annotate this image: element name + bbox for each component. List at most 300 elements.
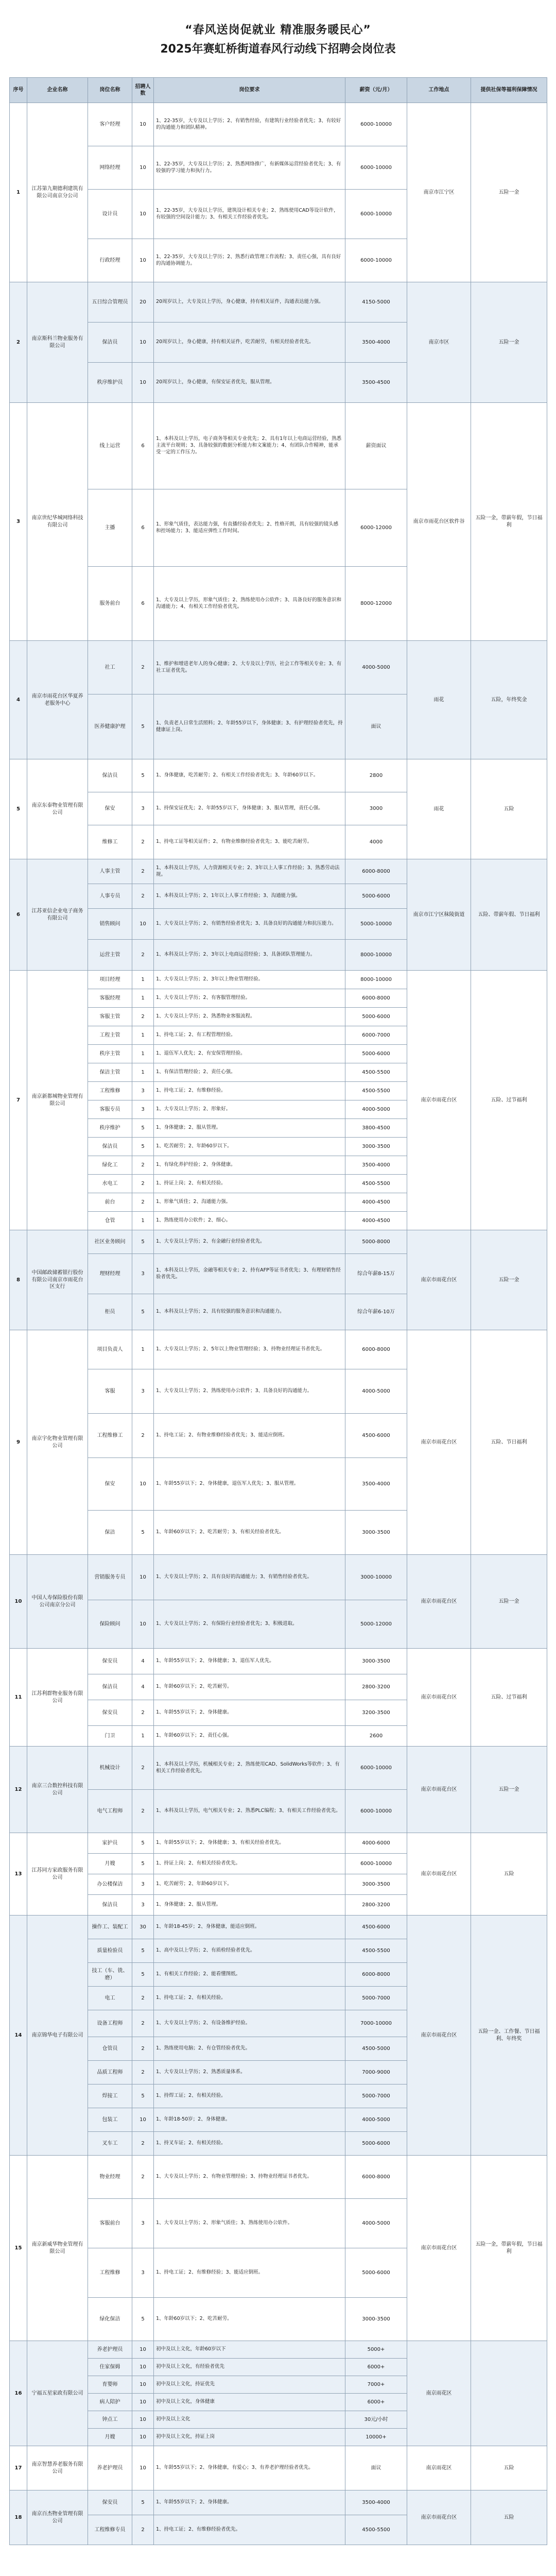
work-location: 南京市雨花台区 [407, 1833, 471, 1916]
headcount: 20 [132, 282, 154, 323]
headcount: 2 [132, 1790, 154, 1833]
headcount: 2 [132, 641, 154, 694]
job-title: 病人陪护 [88, 2394, 132, 2411]
job-requirements: 1、22-35岁，大专及以上学历；2、有销售经验，有建筑行业经验者优先；3、有较好的沟通能力和团队精神。 [154, 103, 345, 146]
headcount: 5 [132, 1939, 154, 1963]
company-name: 宁福五星家政有限公司 [27, 2341, 88, 2446]
salary: 6000-8000 [345, 1330, 407, 1369]
table-header-row [10, 78, 547, 103]
salary: 薪资面议 [345, 403, 407, 489]
job-requirements: 1、持焊工证；2、有相关经验。 [154, 2084, 345, 2108]
table-row [10, 1649, 547, 1674]
salary: 6000-12000 [345, 489, 407, 567]
salary: 4500-5000 [345, 2037, 407, 2061]
headcount: 1 [132, 1212, 154, 1230]
salary: 4000-4500 [345, 1193, 407, 1212]
job-requirements: 1、有保洁管理经验；2、责任心强。 [154, 1063, 345, 1082]
headcount: 10 [132, 1458, 154, 1511]
headcount: 10 [132, 2446, 154, 2490]
company-name: 中国人寿保险股份有限公司南京分公司 [27, 1555, 88, 1649]
salary: 6000-10000 [345, 1854, 407, 1874]
work-location: 雨花 [407, 641, 471, 759]
company-group [10, 1833, 547, 1916]
job-title: 营销服务专员 [88, 1555, 132, 1600]
table-row [10, 1916, 547, 1939]
headcount: 3 [132, 2199, 154, 2248]
job-requirements: 1、有绿化养护经验；2、身体健康。 [154, 1156, 345, 1175]
company-name: 南京三合数控科技有限公司 [27, 1747, 88, 1833]
work-location: 南京市江宁区秣陵街道 [407, 859, 471, 971]
salary: 10000+ [345, 2429, 407, 2446]
table-row [10, 641, 547, 694]
salary: 6000-10000 [345, 146, 407, 190]
job-requirements: 1、大专及以上学历；2、3年以上物业管理经验。 [154, 971, 345, 989]
job-requirements: 1、大专及以上学历；2、熟悉质量体系。 [154, 2061, 345, 2084]
headcount: 10 [132, 363, 154, 403]
job-requirements: 1、年龄55岁以下；2、身体健康。 [154, 2490, 345, 2515]
salary: 4500-5500 [345, 1082, 407, 1100]
headcount: 2 [132, 940, 154, 971]
job-requirements: 20周岁以上，身心健康，有保安证者优先，服从管理。 [154, 363, 345, 403]
job-title: 保洁 [88, 1511, 132, 1555]
job-table [9, 77, 547, 2545]
job-requirements: 1、大专及以上学历，形象气质佳；2、熟练使用办公软件；3、具备良好的服务意识和沟通能力；4、有相关工作经验者优先。 [154, 567, 345, 641]
job-title: 客服主管 [88, 1008, 132, 1026]
company-group [10, 2446, 547, 2490]
salary: 6000-8000 [345, 1963, 407, 1987]
salary: 7000-9000 [345, 2061, 407, 2084]
company-group [10, 2490, 547, 2545]
table-row [10, 103, 547, 146]
job-requirements: 1、年龄18-50岁；2、身体健康。 [154, 2108, 345, 2132]
job-requirements: 1、年龄55岁以下；2、身体健康。 [154, 1700, 345, 1726]
work-location: 南京市雨花台区 [407, 1230, 471, 1330]
job-requirements: 初中及以上文化，身体健康 [154, 2394, 345, 2411]
table-row [10, 1330, 547, 1369]
job-title: 工程维修工 [88, 1414, 132, 1458]
job-title: 月嫂 [88, 2429, 132, 2446]
headcount: 10 [132, 2429, 154, 2446]
headcount: 10 [132, 190, 154, 239]
company-name: 南京宇化物业管理有限公司 [27, 1330, 88, 1555]
salary: 面议 [345, 2446, 407, 2490]
job-requirements: 1、高中及以上学历；2、有质检经验者优先。 [154, 1939, 345, 1963]
salary: 5000-8000 [345, 1230, 407, 1254]
company-group [10, 403, 547, 641]
job-requirements: 1、本科及以上学历，机械相关专业；2、熟练使用CAD、SolidWorks等软件；3、有相关工作经验者优先。 [154, 1747, 345, 1790]
column-header: 序号 [10, 78, 27, 103]
job-requirements: 1、大专及以上学历；2、有金融行业经验者优先。 [154, 1230, 345, 1254]
job-title: 保安员 [88, 2490, 132, 2515]
table-row [10, 2341, 547, 2359]
salary: 5000-7000 [345, 1987, 407, 2010]
headcount: 2 [132, 2515, 154, 2545]
headcount: 10 [132, 103, 154, 146]
job-requirements: 1、身体健康；2、服从管理。 [154, 1119, 345, 1138]
work-location: 南京市雨花台区 [407, 1555, 471, 1649]
headcount: 2 [132, 2061, 154, 2084]
salary: 综合年薪8-15万 [345, 1254, 407, 1294]
benefits: 五险一金 [471, 103, 547, 282]
benefits: 五险一金 [471, 1747, 547, 1833]
job-requirements: 1、熟练使用办公软件；2、细心。 [154, 1212, 345, 1230]
salary: 4500-6000 [345, 1414, 407, 1458]
job-requirements: 1、吃苦耐劳；2、年龄60岁以下。 [154, 1874, 345, 1895]
job-requirements: 1、大专及以上学历；2、有客服管理经验。 [154, 989, 345, 1008]
job-requirements: 1、持证上岗；2、有相关经验者优先。 [154, 1854, 345, 1874]
salary: 4500-5500 [345, 1175, 407, 1193]
benefits: 五险一金 [471, 1555, 547, 1649]
salary: 6000-10000 [345, 1747, 407, 1790]
salary: 6000-10000 [345, 103, 407, 146]
company-group [10, 759, 547, 859]
salary: 综合年薪6-10万 [345, 1294, 407, 1330]
job-requirements: 1、本科及以上学历，人力资源相关专业；2、3年以上人事工作经验；3、熟悉劳动法规。 [154, 859, 345, 884]
company-name: 江苏同方家政服务有限公司 [27, 1833, 88, 1916]
job-requirements: 20周岁以上，身心健康，持有相关证件，吃苦耐劳，有相关经验者优先。 [154, 323, 345, 363]
job-requirements: 1、身体健康；2、服从管理。 [154, 1895, 345, 1916]
work-location: 南京市江宁区 [407, 103, 471, 282]
headcount: 3 [132, 1254, 154, 1294]
job-title: 秩序维护 [88, 1119, 132, 1138]
benefits: 五险、过节福利 [471, 971, 547, 1230]
headcount: 2 [132, 1747, 154, 1790]
headcount: 1 [132, 1063, 154, 1082]
benefits: 五险、节日福利 [471, 1330, 547, 1555]
benefits: 五险 [471, 2490, 547, 2545]
salary: 3500-4000 [345, 323, 407, 363]
job-title: 养老护理员 [88, 2446, 132, 2490]
salary: 30元/小时 [345, 2411, 407, 2429]
row-number: 6 [10, 859, 27, 971]
job-title: 技工（车、铣、磨） [88, 1963, 132, 1987]
column-header: 岗位要求 [154, 78, 345, 103]
row-number: 14 [10, 1916, 27, 2156]
headcount: 5 [132, 2084, 154, 2108]
headcount: 10 [132, 1555, 154, 1600]
company-name: 南京东泰物业管理有限公司 [27, 759, 88, 859]
column-header: 企业名称 [27, 78, 88, 103]
job-requirements: 1、年龄60岁以下；2、吃苦耐劳。 [154, 1674, 345, 1700]
column-header: 招聘人数 [132, 78, 154, 103]
salary: 3000-10000 [345, 1555, 407, 1600]
headcount: 10 [132, 909, 154, 940]
company-name: 江苏亚信企业电子商务有限公司 [27, 859, 88, 971]
headcount: 3 [132, 792, 154, 825]
job-title: 网络经理 [88, 146, 132, 190]
job-title: 绿化保洁 [88, 2298, 132, 2341]
company-group [10, 859, 547, 971]
table-row [10, 403, 547, 489]
job-title: 工程维修 [88, 2248, 132, 2298]
job-requirements: 1、退伍军人优先；2、有安保管理经验。 [154, 1045, 345, 1063]
company-name: 江苏利群物业服务有限公司 [27, 1649, 88, 1747]
job-title: 叉车工 [88, 2132, 132, 2156]
headcount: 2 [132, 2132, 154, 2156]
benefits: 五险 [471, 2446, 547, 2490]
job-requirements: 1、年龄60岁以下；2、吃苦耐劳。 [154, 2298, 345, 2341]
salary: 3500-4000 [345, 2490, 407, 2515]
salary: 4000-5000 [345, 2108, 407, 2132]
salary: 6000-10000 [345, 190, 407, 239]
headcount: 2 [132, 1700, 154, 1726]
row-number: 16 [10, 2341, 27, 2446]
job-title: 服务前台 [88, 567, 132, 641]
company-name: 南京世纪华城网络科技有限公司 [27, 403, 88, 641]
salary: 5000-10000 [345, 909, 407, 940]
salary: 5000-6000 [345, 1008, 407, 1026]
table-row [10, 1230, 547, 1254]
salary: 6000-8000 [345, 859, 407, 884]
job-requirements: 1、大专及以上学历；2、有销售经验者优先；3、具备良好的沟通能力和抗压能力。 [154, 909, 345, 940]
row-number: 12 [10, 1747, 27, 1833]
headcount: 5 [132, 1833, 154, 1854]
job-title: 工程维修专员 [88, 2515, 132, 2545]
headcount: 10 [132, 146, 154, 190]
headcount: 6 [132, 403, 154, 489]
headcount: 10 [132, 323, 154, 363]
job-requirements: 1、大专及以上学历；2、有保险行业经验者优先；3、积极进取。 [154, 1600, 345, 1649]
salary: 3500-4000 [345, 1156, 407, 1175]
headcount: 5 [132, 1854, 154, 1874]
row-number: 11 [10, 1649, 27, 1747]
row-number: 17 [10, 2446, 27, 2490]
column-header: 提供社保等福利保障情况 [471, 78, 547, 103]
headcount: 2 [132, 859, 154, 884]
job-requirements: 1、持电工证；2、有物业维修经验者优先；3、能适应倒班。 [154, 1414, 345, 1458]
salary: 2800 [345, 759, 407, 792]
headcount: 3 [132, 1369, 154, 1414]
salary: 5000+ [345, 2341, 407, 2359]
headcount: 30 [132, 1916, 154, 1939]
page-subtitle: “春风送岗促就业 精准服务暖民心” [185, 24, 371, 37]
salary: 6000+ [345, 2359, 407, 2376]
job-title: 电工 [88, 1987, 132, 2010]
job-title: 秩序主管 [88, 1045, 132, 1063]
job-title: 物业经理 [88, 2156, 132, 2199]
salary: 4000 [345, 825, 407, 859]
salary: 8000-12000 [345, 567, 407, 641]
job-title: 保安 [88, 1458, 132, 1511]
job-title: 操作工、装配工 [88, 1916, 132, 1939]
job-title: 门卫 [88, 1726, 132, 1747]
salary: 3500-4000 [345, 1458, 407, 1511]
job-title: 柜员 [88, 1294, 132, 1330]
salary: 6000-8000 [345, 989, 407, 1008]
job-title: 设备工程师 [88, 2010, 132, 2037]
job-title: 线上运营 [88, 403, 132, 489]
headcount: 2 [132, 1414, 154, 1458]
headcount: 2 [132, 2010, 154, 2037]
headcount: 5 [132, 759, 154, 792]
work-location: 南京市雨花台区 [407, 971, 471, 1230]
headcount: 5 [132, 1230, 154, 1254]
salary: 4500-5500 [345, 2515, 407, 2545]
headcount: 2 [132, 1987, 154, 2010]
table-row [10, 859, 547, 884]
company-name: 南京新都城物业管理有限公司 [27, 971, 88, 1230]
job-title: 水电工 [88, 1175, 132, 1193]
row-number: 18 [10, 2490, 27, 2545]
row-number: 3 [10, 403, 27, 641]
headcount: 2 [132, 884, 154, 909]
benefits: 五险一金 [471, 282, 547, 403]
headcount: 5 [132, 1294, 154, 1330]
salary: 5000-6000 [345, 2248, 407, 2298]
benefits: 五险、带薪年假、节日福利 [471, 859, 547, 971]
benefits: 五险 [471, 759, 547, 859]
job-title: 工程主管 [88, 1026, 132, 1045]
salary: 7000+ [345, 2376, 407, 2394]
job-title: 保洁主管 [88, 1063, 132, 1082]
job-requirements: 1、年龄55岁以下；2、身体健康；3、退伍军人优先。 [154, 1649, 345, 1674]
work-location: 雨花 [407, 759, 471, 859]
job-title: 品质工程师 [88, 2061, 132, 2084]
job-title: 保险顾问 [88, 1600, 132, 1649]
row-number: 15 [10, 2156, 27, 2341]
job-title: 保洁员 [88, 1138, 132, 1156]
job-requirements: 1、熟练使用电脑；2、有仓管经验者优先。 [154, 2037, 345, 2061]
title-block [9, 0, 547, 77]
work-location: 南京市雨花台区软件谷 [407, 403, 471, 641]
headcount: 5 [132, 1511, 154, 1555]
headcount: 5 [132, 694, 154, 759]
salary: 2600 [345, 1726, 407, 1747]
job-requirements: 1、本科及以上学历，金融等相关专业；2、持有AFP等证书者优先；3、有理财销售经验者优先。 [154, 1254, 345, 1294]
salary: 4000-5000 [345, 2199, 407, 2248]
company-group [10, 641, 547, 759]
salary: 4500-5500 [345, 1063, 407, 1082]
headcount: 2 [132, 1175, 154, 1193]
job-title: 秩序维护员 [88, 363, 132, 403]
headcount: 1 [132, 1026, 154, 1045]
job-title: 社工 [88, 641, 132, 694]
job-title: 保洁员 [88, 323, 132, 363]
job-title: 办公楼保洁 [88, 1874, 132, 1895]
job-title: 保洁员 [88, 759, 132, 792]
job-requirements: 1、持电工证；2、有维修经验；3、能适应倒班。 [154, 2248, 345, 2298]
job-title: 养老护理员 [88, 2341, 132, 2359]
job-requirements: 1、持叉车证；2、有相关经验。 [154, 2132, 345, 2156]
salary: 7000-10000 [345, 2010, 407, 2037]
salary: 5000-6000 [345, 884, 407, 909]
company-group [10, 2156, 547, 2341]
job-title: 机械设计 [88, 1747, 132, 1790]
job-requirements: 1、年龄55岁以下；2、身体健康；3、有相关经验者优先。 [154, 1833, 345, 1854]
company-name: 南京新威华物业管理有限公司 [27, 2156, 88, 2341]
job-requirements: 1、持保安证优先；2、年龄55岁以下，身体健康；3、服从管理，责任心强。 [154, 792, 345, 825]
work-location: 南京雨花区 [407, 2446, 471, 2490]
job-title: 保安员 [88, 1649, 132, 1674]
headcount: 1 [132, 1045, 154, 1063]
headcount: 2 [132, 2037, 154, 2061]
row-number: 7 [10, 971, 27, 1230]
job-title: 保洁员 [88, 1674, 132, 1700]
job-requirements: 1、年龄55岁以下；2、身体健康，退伍军人优先；3、服从管理。 [154, 1458, 345, 1511]
job-title: 五日综合管理员 [88, 282, 132, 323]
headcount: 2 [132, 825, 154, 859]
salary: 3000-3500 [345, 1138, 407, 1156]
salary: 8000-10000 [345, 940, 407, 971]
job-requirements: 1、大专及以上学历；2、熟练使用办公软件；3、具备良好的沟通能力。 [154, 1369, 345, 1414]
company-group [10, 103, 547, 282]
company-group [10, 2341, 547, 2446]
job-requirements: 初中及以上文化，年龄60岁以下 [154, 2341, 345, 2359]
table-row [10, 2446, 547, 2490]
headcount: 10 [132, 2359, 154, 2376]
headcount: 10 [132, 2411, 154, 2429]
table-row [10, 282, 547, 323]
job-requirements: 1、持电工证；2、有维修经验者优先。 [154, 2515, 345, 2545]
job-title: 行政经理 [88, 239, 132, 282]
salary: 3200-3500 [345, 1700, 407, 1726]
company-name: 江苏第九期德利建筑有限公司南京分公司 [27, 103, 88, 282]
job-requirements: 1、维护和增进老年人的身心健康；2、大专及以上学历，社会工作等相关专业；3、有社工证者优先。 [154, 641, 345, 694]
salary: 2800-3200 [345, 1674, 407, 1700]
job-requirements: 1、年龄55岁以下；2、身体健康，有爱心；3、有养老护理经验者优先。 [154, 2446, 345, 2490]
company-group [10, 1555, 547, 1649]
headcount: 10 [132, 2341, 154, 2359]
row-number: 1 [10, 103, 27, 282]
salary: 4000-4500 [345, 1212, 407, 1230]
job-title: 销售顾问 [88, 909, 132, 940]
headcount: 6 [132, 567, 154, 641]
job-requirements: 1、持电工证；2、有工程管理经验。 [154, 1026, 345, 1045]
company-group [10, 1747, 547, 1833]
salary: 4150-5000 [345, 282, 407, 323]
job-requirements: 1、负责老人日常生活照料；2、年龄55岁以下，身体健康；3、有护理经验者优先，持健康证上岗。 [154, 694, 345, 759]
salary: 4000-6000 [345, 1833, 407, 1854]
job-title: 焊接工 [88, 2084, 132, 2108]
job-title: 家护员 [88, 1833, 132, 1854]
headcount: 10 [132, 1600, 154, 1649]
job-requirements: 1、吃苦耐劳；2、年龄60岁以下。 [154, 1138, 345, 1156]
salary: 5000-6000 [345, 1045, 407, 1063]
salary: 8000-10000 [345, 971, 407, 989]
row-number: 4 [10, 641, 27, 759]
job-requirements: 1、22-35岁，大专及以上学历，建筑设计相关专业；2、熟练使用CAD等设计软件，有较强的空间设计能力；3、有相关工作经验者优先。 [154, 190, 345, 239]
benefits: 五险一金 [471, 1230, 547, 1330]
benefits: 五险一金，带薪年假，节日福利 [471, 403, 547, 641]
job-title: 客户经理 [88, 103, 132, 146]
job-title: 质量检验员 [88, 1939, 132, 1963]
headcount: 3 [132, 1895, 154, 1916]
work-location: 南京市区 [407, 282, 471, 403]
job-requirements: 1、本科及以上学历；2、具有较强的服务意识和沟通能力。 [154, 1294, 345, 1330]
salary: 6000-7000 [345, 1026, 407, 1045]
row-number: 9 [10, 1330, 27, 1555]
job-title: 项目负责人 [88, 1330, 132, 1369]
company-name: 南京锦华电子有限公司 [27, 1916, 88, 2156]
job-title: 人事专员 [88, 884, 132, 909]
headcount: 5 [132, 1963, 154, 1987]
job-title: 人事主管 [88, 859, 132, 884]
table-row [10, 1833, 547, 1854]
headcount: 5 [132, 1138, 154, 1156]
row-number: 8 [10, 1230, 27, 1330]
headcount: 5 [132, 2490, 154, 2515]
work-location: 南京市雨花台区 [407, 1649, 471, 1747]
salary: 4000-5000 [345, 1369, 407, 1414]
headcount: 1 [132, 1726, 154, 1747]
job-requirements: 初中及以上文化 [154, 2411, 345, 2429]
headcount: 2 [132, 1156, 154, 1175]
headcount: 4 [132, 1649, 154, 1674]
row-number: 2 [10, 282, 27, 403]
job-title: 社区业务顾问 [88, 1230, 132, 1254]
headcount: 1 [132, 971, 154, 989]
salary: 3000-3500 [345, 1511, 407, 1555]
